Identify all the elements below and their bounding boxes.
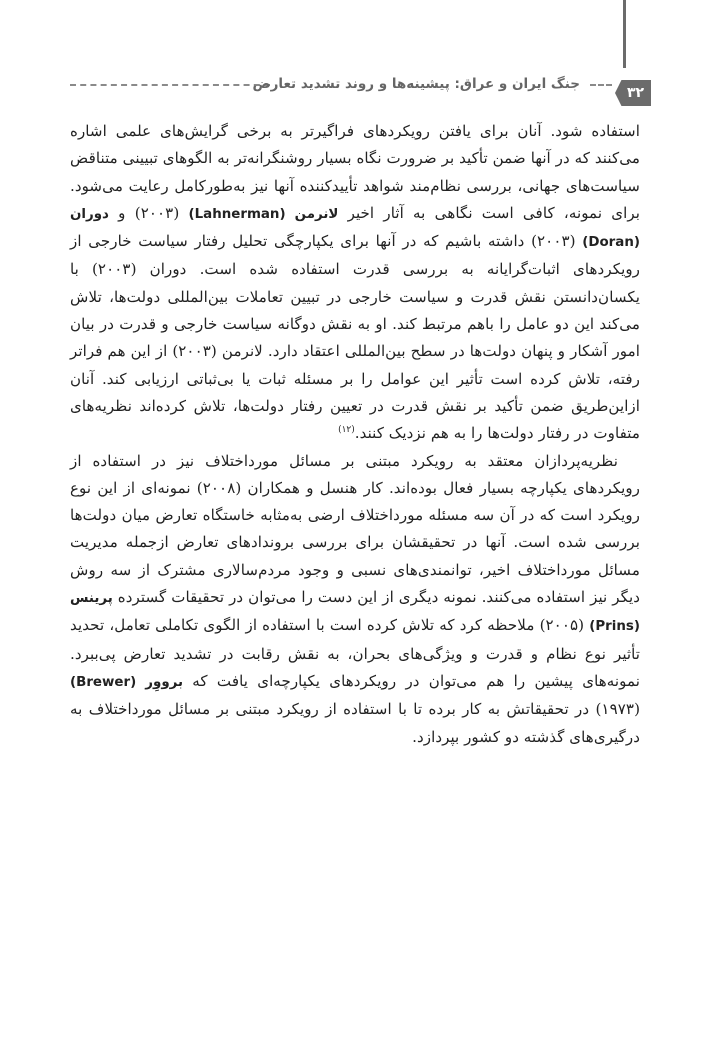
paragraph-1 (70, 118, 640, 448)
page-number-badge (615, 80, 651, 106)
running-title: جنگ ایران و عراق: پیشینه‌ها و روند تشدید تعارض (252, 76, 580, 92)
author-brewer: برووِر (Brewer) (70, 674, 184, 690)
author-lahnerman: لانرمن (Lahnerman) (188, 206, 339, 222)
body-text (70, 118, 640, 751)
paragraph-1-text-a: استفاده شود. آنان برای یافتن رویکردهای فراگیرتر به برخی گرایش‌های علمی اشاره می‌کنند که در آنها ضمن تأکید بر ضرورت نگاه بسیار روشنگرانه‌تر به الگوهای تبیینی متناقض سیاست‌های جهانی، بررسی نظام‌مند شواهد تأییدکننده آنها نیز به‌طورکامل رعایت می‌شود. برای نمونه، کافی است نگاهی به آثار اخیر (70, 122, 640, 222)
header-dashed-rule (70, 84, 270, 86)
paragraph-1-text-d: (۲۰۰۳) داشته باشیم که در آنها برای یکپارچگی تحلیل رفتار سیاست خارجی از رویکردهای اثبات‌گرایانه به بررسی قدرت استفاده شده است. دوران (۲۰۰۳) با یکسان‌دانستن نقش قدرت و سیاست خارجی در تبیین تعاملات بین‌المللی دولت‌ها، تلاش می‌کند این دو عامل را باهم مرتبط کند. او به نقش دوگانه سیاست خارجی و قدرت در بیان امور آشکار و پنهان دولت‌ها در سطح بین‌المللی اعتقاد دارد. لانرمن (۲۰۰۳) از این هم فراتر رفته، تلاش کرده است تأثیر این عوامل را بر مسئله ثبات یا بی‌ثباتی ارزیابی کند. آنان ازاین‌طریق ضمن تأکید بر نقش قدرت در تعیین رفتار دولت‌ها، تلاش کرده‌اند نظریه‌های متفاوت در رفتار دولت‌ها را به هم نزدیک کنند. (70, 232, 640, 443)
paragraph-2 (70, 448, 640, 751)
paragraph-2-text-a: نظریه‌پردازان معتقد به رویکرد مبتنی بر مسائل مورداختلاف نیز در استفاده از رویکردهای یکپارچه بسیار فعال بوده‌اند. کار هنسل و همکاران (۲۰۰۸) نمونه‌ای از این نوع رویکرد است که در آن سه مسئله مورداختلاف ارضی به‌مثابه خاستگاه تعارض میان دولت‌ها بررسی شده است. آنها در تحقیقشان برای بررسی بروندادهای تعارض ازجمله مدیریت مسائل مورداختلاف اخیر، توانمندی‌های نسبی و وجود مردم‌سالاری مشترک از سه روش دیگر نیز استفاده می‌کنند. نمونه دیگری از این دست را می‌توان در تحقیقات گسترده (70, 451, 640, 607)
author-doran: دوران (Doran) (70, 206, 640, 251)
paragraph-2-text-d: (۱۹۷۳) در تحقیقاتش به کار برده تا با استفاده از رویکرد مبتنی بر مسائل مورداختلاف به درگیری‌های گذشته دو کشور بپردازد. (70, 700, 640, 746)
header-dashed-rule-short (590, 84, 612, 86)
paragraph-1-text-c: (۲۰۰۳) و (108, 203, 189, 222)
author-prins: پرینس (Prins) (70, 591, 640, 635)
top-edge-rule (623, 0, 626, 68)
page-number: ۳۲ (626, 85, 645, 101)
footnote-ref-12: (۱۲) (338, 425, 355, 436)
paragraph-2-text-c: (۲۰۰۵) ملاحظه کرد که تلاش کرده است با استفاده از الگوی تکاملی تعامل، تحدید تأثیر نوع نظام و قدرت و ویژگی‌های بحران، به نقش رقابت در تشدید تعارض پی‌ببرد. نمونه‌های پیشین را هم می‌توان در رویکردهای یکپارچه‌ای یافت که (70, 616, 640, 690)
running-header (70, 78, 650, 102)
